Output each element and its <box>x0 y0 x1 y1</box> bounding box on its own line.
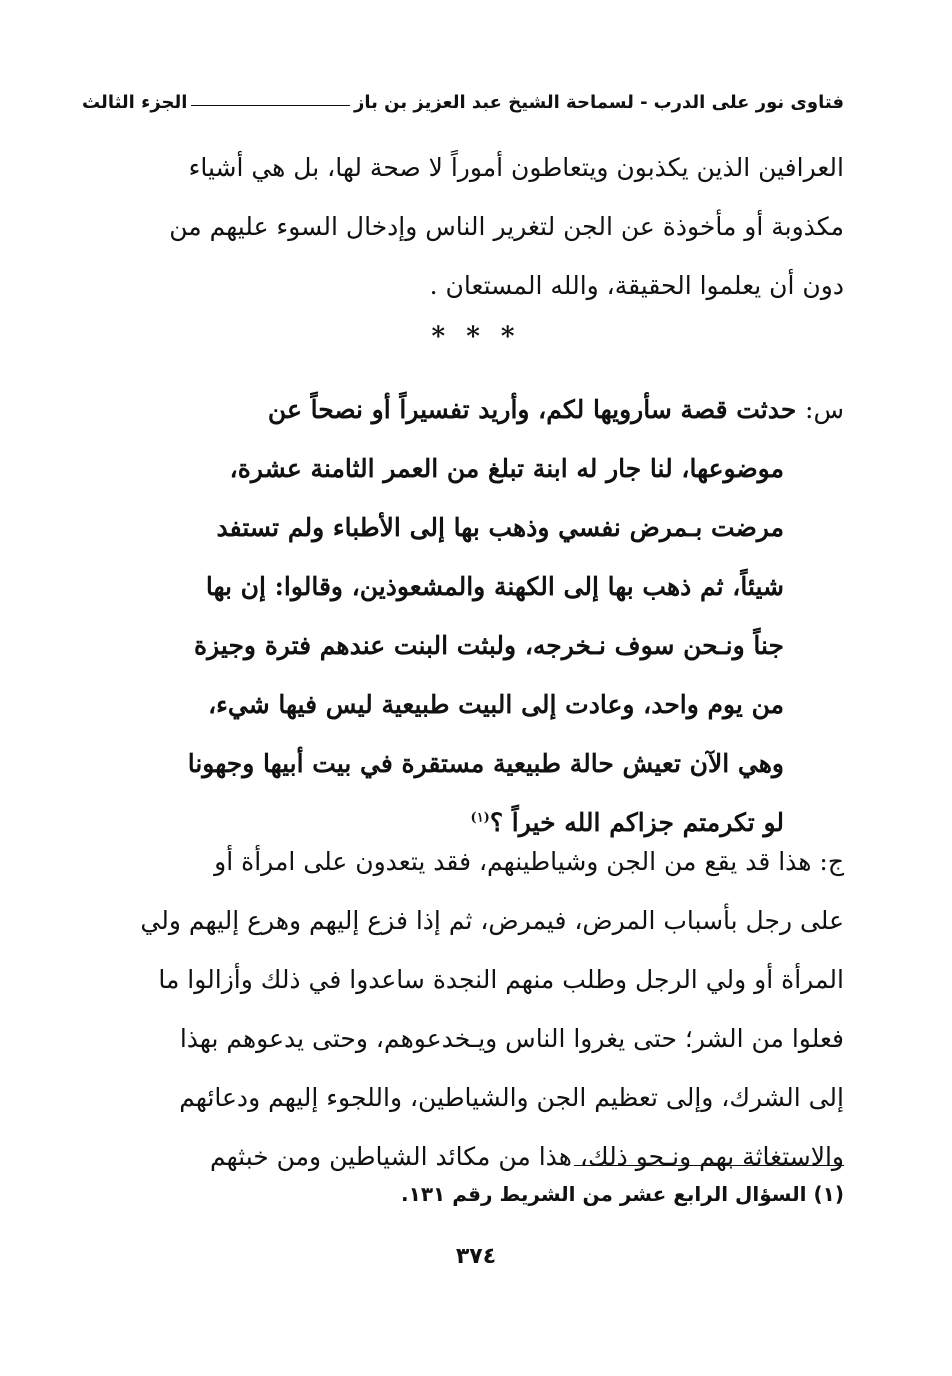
running-header <box>82 86 844 118</box>
author-name: - لسماحة الشيخ عبد العزيز بن باز <box>354 91 648 113</box>
text-line: دون أن يعلموا الحقيقة، والله المستعان . <box>429 271 844 300</box>
answer-line: إلى الشرك، وإلى تعظيم الجن والشياطين، واللجوء إليهم ودعائهم <box>179 1083 844 1112</box>
answer-line: والاستغاثة بهم ونـحو ذلك، هذا من مكائد الشياطين ومن خبثهم <box>209 1142 844 1171</box>
answer-line: ج: هذا قد يقع من الجن وشياطينهم، فقد يتعدون على امرأة أو <box>214 847 844 876</box>
question-line: حدثت قصة سأرويها لكم، وأريد تفسيراً أو نصحاً عن <box>267 395 797 424</box>
question-line: موضوعها، لنا جار له ابنة تبلغ من العمر الثامنة عشرة، <box>229 454 784 483</box>
question-line: وهي الآن تعيش حالة طبيعية مستقرة في بيت أبيها وجهونا <box>187 749 784 778</box>
header-rule <box>187 102 354 103</box>
footnote: (١) السؤال الرابع عشر من الشريط رقم ١٣١. <box>401 1182 844 1206</box>
text-line <box>110 380 844 439</box>
section-separator: * * * <box>431 322 521 352</box>
text-line: مكذوبة أو مأخوذة عن الجن لتغرير الناس وإدخال السوء عليهم من <box>169 212 844 241</box>
intro-paragraph <box>82 138 844 315</box>
text-line: العرافين الذين يكذبون ويتعاطون أموراً لا صحة لها، بل هي أشياء <box>188 153 844 182</box>
volume-label: الجزء الثالث <box>82 91 188 113</box>
answer-line: المرأة أو ولي الرجل وطلب منهم النجدة ساعدوا في ذلك وأزالوا ما <box>158 965 844 994</box>
question-line: لو تكرمتم جزاكم الله خيراً ؟ <box>489 808 784 837</box>
answer-block <box>82 832 844 1186</box>
question-label: س: <box>805 395 844 424</box>
question-line: من يوم واحد، وعادت إلى البيت طبيعية ليس فيها شيء، <box>208 690 784 719</box>
footnote-divider <box>574 1165 844 1166</box>
answer-line: فعلوا من الشر؛ حتى يغروا الناس ويـخدعوهم، وحتى يدعوهم بهذا <box>179 1024 844 1053</box>
page-number: ٣٧٤ <box>455 1244 497 1269</box>
question-line: مرضت بـمرض نفسي وذهب بها إلى الأطباء ولم تستفد <box>216 513 784 542</box>
book-title: فتاوى نور على الدرب <box>653 91 844 113</box>
question-block <box>110 380 844 852</box>
question-line: جناً ونـحن سوف نـخرجه، ولبثت البنت عندهم فترة وجيزة <box>194 631 784 660</box>
footnote-reference: (١) <box>470 810 490 826</box>
answer-line: على رجل بأسباب المرض، فيمرض، ثم إذا فزع إليهم وهرع إليهم ولي <box>140 906 844 935</box>
question-line: شيئاً، ثم ذهب بها إلى الكهنة والمشعوذين، وقالوا: إن بها <box>205 572 784 601</box>
